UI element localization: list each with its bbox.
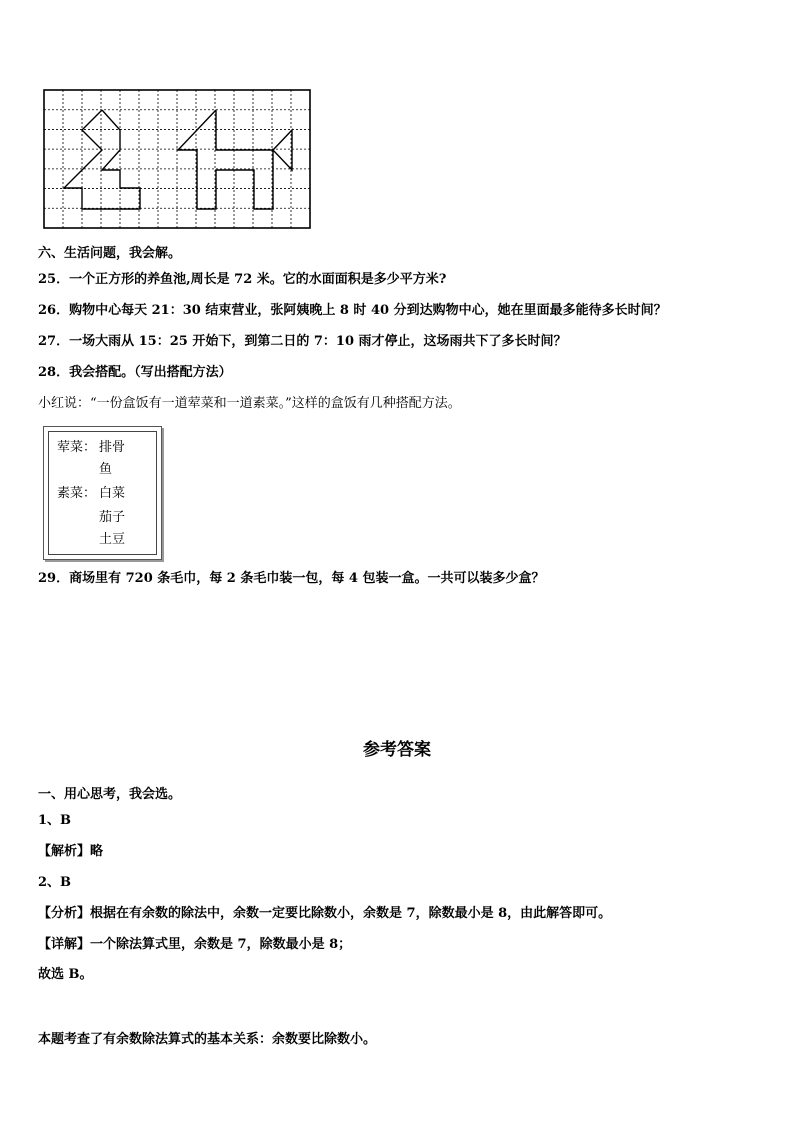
question-27: 27．一场大雨从 15：25 开始下，到第二日的 7：10 雨才停止，这场雨共下了多长时间？ bbox=[38, 334, 567, 349]
question-28-prompt: 小红说：“一份盒饭有一道荤菜和一道素菜。”这样的盒饭有几种搭配方法。 bbox=[38, 396, 461, 411]
answer-1-analysis: 【解析】略 bbox=[38, 844, 104, 859]
veg-label: 素菜： bbox=[57, 486, 97, 501]
answer-1: 1、B bbox=[38, 813, 72, 828]
question-29: 29．商场里有 720 条毛巾，每 2 条毛巾装一包，每 4 包装一盒。一共可以装多少盒？ bbox=[38, 571, 545, 586]
veg-item: 茄子 bbox=[99, 510, 126, 525]
meat-item: 排骨 bbox=[99, 440, 126, 455]
grid-lines bbox=[44, 90, 310, 228]
answers-section-one: 一、用心思考，我会选。 bbox=[38, 787, 182, 802]
meat-item: 鱼 bbox=[99, 462, 113, 477]
question-25: 25．一个正方形的养鱼池,周长是 72 米。它的水面面积是多少平方米? bbox=[38, 272, 447, 287]
answers-title: 参考答案 bbox=[363, 740, 431, 760]
menu-box bbox=[43, 426, 162, 560]
veg-item: 白菜 bbox=[99, 486, 126, 501]
answer-2: 2、B bbox=[38, 875, 72, 890]
answer-2-analysis: 【分析】根据在有余数的除法中，余数一定要比除数小，余数是 7，除数最小是 8，由此解答即可。 bbox=[38, 906, 612, 921]
question-26: 26．购物中心每天 21：30 结束营业，张阿姨晚上 8 时 40 分到达购物中心，她在里面最多能待多长时间？ bbox=[38, 303, 667, 318]
question-28: 28．我会搭配。（写出搭配方法） bbox=[38, 365, 232, 380]
meat-label: 荤菜： bbox=[57, 440, 97, 455]
veg-item: 土豆 bbox=[99, 532, 126, 547]
answer-2-summary: 本题考查了有余数除法算式的基本关系：余数要比除数小。 bbox=[38, 1032, 377, 1047]
grid-figure bbox=[42, 88, 312, 230]
right-shape bbox=[178, 110, 292, 209]
answer-2-detail: 【详解】一个除法算式里，余数是 7，除数最小是 8； bbox=[38, 937, 352, 952]
answer-2-choice: 故选 B。 bbox=[38, 967, 93, 982]
left-shape bbox=[64, 110, 140, 209]
menu-box-inner bbox=[48, 431, 157, 555]
section-six-heading: 六、生活问题，我会解。 bbox=[38, 246, 182, 261]
